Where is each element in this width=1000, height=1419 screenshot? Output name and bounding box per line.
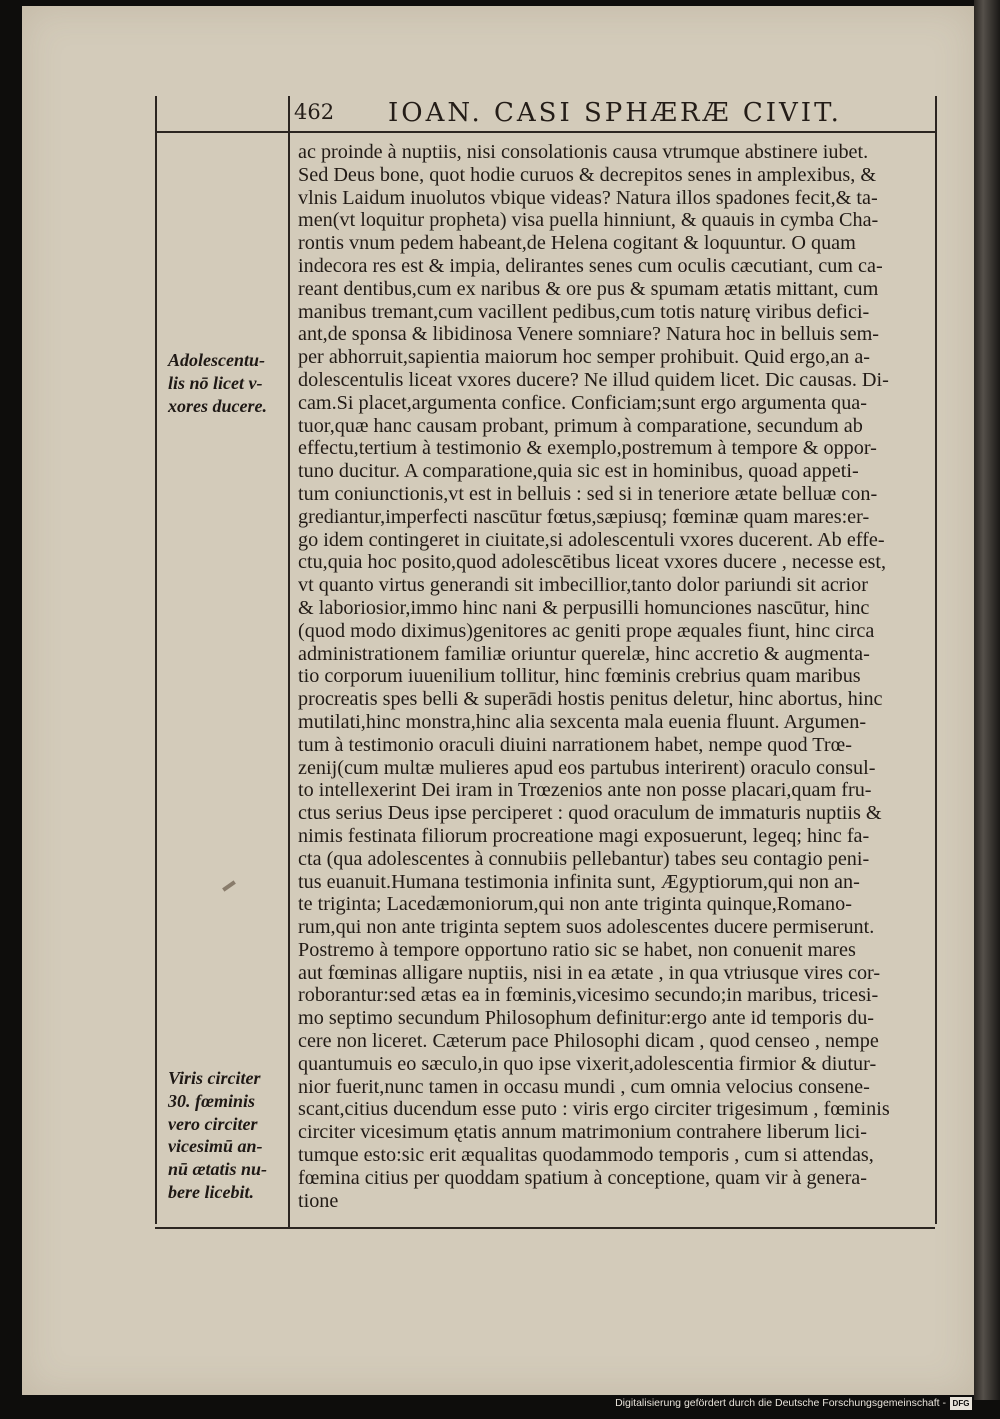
- body-line: mo septimo secundum Philosophum definitur:ergo ante id temporis du-: [298, 1007, 875, 1030]
- body-line: reant dentibus,cum ex naribus & ore pus & spumam ætatis mittant, cum: [298, 277, 879, 300]
- body-line: aut fœminas alligare nuptiis, nisi in ea ætate , in qua vtriusque vires cor-: [298, 961, 881, 984]
- body-line: go idem contingeret in ciuitate,si adolescentuli vxores ducerent. Ab effe-: [298, 528, 885, 551]
- body-line: tus euanuit.Humana testimonia infinita sunt, Ægyptiorum,qui non an-: [298, 870, 860, 893]
- body-line: quantumuis eo sæculo,in quo ipse vixerit,adolescentia firmior & diutur-: [298, 1052, 877, 1075]
- body-line: mutilati,hinc monstra,hinc alia sexcenta mala eueniа fluunt. Argumen-: [298, 710, 867, 733]
- margin-note-line: 30. fœminis: [168, 1090, 256, 1111]
- margin-note-line: lis nō licet v-: [168, 372, 263, 393]
- body-line: circiter vicesimum ętatis annum matrimonium contrahere liberum lici-: [298, 1121, 867, 1144]
- margin-note-2: [168, 1067, 284, 1204]
- margin-note-line: nū ætatis nu-: [168, 1159, 268, 1180]
- digitization-credit: Digitalisierung gefördert durch die Deutsche Forschungsgemeinschaft -: [615, 1397, 946, 1409]
- margin-note-line: vicesimū an-: [168, 1136, 263, 1157]
- body-line: nimis festinata filiorum procreatione magi exposuerunt, legeq; hinc fa-: [298, 824, 870, 847]
- body-line: vlnis Laidum inuolutos vbique videas? Natura illos spadones fecit,& ta-: [298, 186, 878, 209]
- bottom-rule: [155, 1227, 935, 1229]
- body-line: dolescentulis liceat vxores ducere? Ne illud quidem licet. Dic causas. Di-: [298, 368, 889, 391]
- book-spine: [974, 0, 1000, 1400]
- body-line: tum à testimonio oraculi diuini narrationem habet, nempe quod Trœ-: [298, 733, 852, 756]
- body-line: to intellexerint Dei iram in Trœzenios ante non posse placari,quam fru-: [298, 779, 872, 802]
- body-line: (quod modo diximus)genitores ac geniti prope æquales fiunt, hinc circa: [298, 619, 875, 642]
- body-line: ctus serius Deus ipse perciperet : quod oraculum de immaturis nuptiis &: [298, 802, 882, 825]
- body-line: rum,qui non ante triginta septem suos adolescentes ducere permiserunt.: [298, 916, 875, 939]
- page-number: 462: [294, 100, 335, 124]
- body-line: scant,citius ducendum esse puto : viris ergo circiter trigesimum , fœminis: [298, 1098, 890, 1121]
- body-line: fœmina citius per quoddam spatium à conceptione, quam vir à genera-: [298, 1166, 867, 1189]
- body-line: & laboriosior,immo hinc nani & perpusilli homunciones nascūtur, hinc: [298, 596, 870, 619]
- body-line: men(vt loquitur propheta) visa puella hinniunt, & quauis in cymba Cha-: [298, 209, 879, 232]
- body-line: vt quanto virtus generandi sit imbecillior,tanto dolor pariundi sit acrior: [298, 574, 868, 597]
- body-line: tione: [298, 1189, 339, 1212]
- margin-note-line: xores ducere.: [168, 395, 267, 416]
- body-line: Sed Deus bone, quot hodie curuos & decrepitos senes in amplexibus, &: [298, 163, 877, 186]
- body-line: Postremo à tempore opportuno ratio sic se habet, non conuenit mares: [298, 938, 856, 961]
- body-line: ant,de sponsa & libidinosa Venere somniare? Natura hoc in belluis sem-: [298, 323, 879, 346]
- body-line: zenij(cum multæ mulieres apud eos partubus interirent) oraculo consul-: [298, 756, 876, 779]
- margin-note-line: Viris circiter: [168, 1068, 261, 1088]
- body-line: administrationem familiæ oriuntur querelæ, hinc accretio & augmenta-: [298, 642, 870, 665]
- body-line: manibus tremant,cum vacillent pedibus,cum totis naturę viribus defici-: [298, 300, 870, 323]
- body-line: cam.Si placet,argumenta confice. Conficiam;sunt ergo argumenta qua-: [298, 391, 867, 414]
- body-line: tumque esto:sic erit æqualitas quodammodo temporis , cum si attendas,: [298, 1144, 874, 1167]
- body-line: rontis vnum pedem habeant,de Helena cogitant & loquuntur. O quam: [298, 232, 856, 255]
- body-line: grediantur,imperfecti nascūtur fœtus,sæpiusq; fœminæ quam mares:er-: [298, 505, 870, 528]
- header-rule: [155, 131, 935, 133]
- margin-note-line: vero circiter: [168, 1113, 258, 1134]
- body-line: effectu,tertium à testimonio & exemplo,postremum à tempore & oppor-: [298, 437, 877, 460]
- body-line: te triginta; Lacedæmoniorum,qui non ante triginta quinque,Romano-: [298, 893, 852, 916]
- body-line: per abhorruit,sapientia maiorum hoc semper prohibuit. Quid ergo,an a-: [298, 346, 871, 369]
- margin-column-divider: [288, 96, 290, 1227]
- body-line: nior fuerit,nunc tamen in occasu mundi , cum omnia velocius consene-: [298, 1075, 870, 1098]
- body-text: [298, 141, 924, 1212]
- margin-note-line: Adolescentu-: [168, 350, 265, 370]
- body-line: tuno ducitur. A comparatione,quia sic est in hominibus, quoad appeti-: [298, 460, 859, 483]
- body-line: tuor,quæ hanc causam probant, primum à comparatione, secundum ab: [298, 414, 863, 437]
- margin-note-line: bere licebit.: [168, 1181, 254, 1202]
- body-line: tio corporum iuuenilium tollitur, hinc fœminis crebrius quam maribus: [298, 665, 861, 688]
- body-line: cere non liceret. Cæterum pace Philosophi dicam , quod censeo , nempe: [298, 1030, 879, 1053]
- body-line: procreatis spes belli & superādi hostis penitus deletur, hinc abortus, hinc: [298, 688, 883, 711]
- margin-note-1: [168, 349, 284, 417]
- body-line: roborantur:sed ætas ea in fœminis,vicesimo secundo;in maribus, tricesi-: [298, 984, 879, 1007]
- body-line: ctu,quia hoc posito,quod adolescētibus liceat vxores ducere , necesse est,: [298, 551, 887, 574]
- dfg-logo: DFG: [950, 1397, 972, 1410]
- body-line: indecora res est & impia, delirantes senes cum oculis cæcutiant, cum ca-: [298, 254, 883, 277]
- body-line: tum coniunctionis,vt est in belluis : sed si in teneriore ætate belluæ con-: [298, 482, 878, 505]
- body-line: cta (qua adolescentes à connubiis pellebantur) tabes seu contagio peni-: [298, 847, 870, 870]
- running-title: IOAN. CASI SPHÆRÆ CIVIT.: [388, 98, 842, 128]
- body-line: ac proinde à nuptiis, nisi consolationis causa vtrumque abstinere iubet.: [298, 141, 869, 163]
